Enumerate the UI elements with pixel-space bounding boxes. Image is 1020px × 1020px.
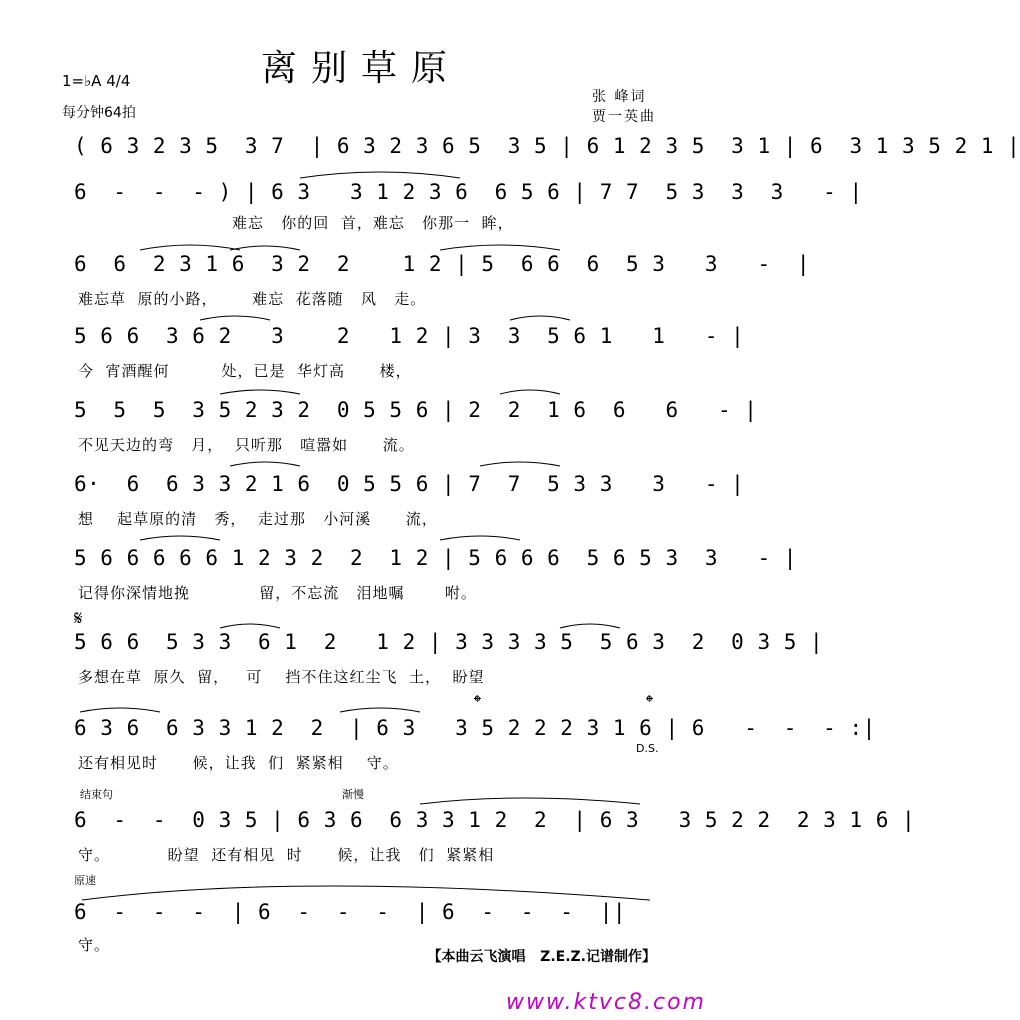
lyric-row-10: 守。 盼望 还有相见 时 候，让我 们 紧紧相: [78, 846, 495, 864]
lyric-row-9: 还有相见时 候，让我 们 紧紧相 守。: [78, 754, 399, 772]
lyric-row-4: 今 宵酒醒何 处，已是 华灯高 楼，: [78, 362, 412, 380]
tempo-marking: 每分钟64拍: [62, 105, 136, 121]
segno-sign: 𝄋: [74, 606, 83, 630]
ending-label: 结束句: [80, 788, 113, 801]
dal-segno-mark: D.S.: [636, 742, 659, 755]
lyric-row-11: 守。: [78, 936, 111, 954]
lyricist-credit: 张 峰词: [592, 89, 647, 105]
score-row-5: 5 5 5 3 5 2 3 2 0 5 5 6 | 2 2 1 6 6 6 - |: [74, 398, 758, 422]
key-signature: 1=♭A 4/4: [62, 72, 131, 90]
composer-credit: 贾一英曲: [592, 109, 656, 125]
coda-sign-2: 𝄌: [646, 690, 653, 714]
lyric-row-7: 记得你深情地挽 留，不忘流 泪地嘱 咐。: [78, 584, 477, 602]
score-row-10: 6 - - 0 3 5 | 6 3 6 6 3 3 1 2 2 | 6 3 3 5 2 2 2 3 1 6 |: [74, 808, 916, 832]
lyric-row-3: 难忘草 原的小路， 难忘 花落随 风 走。: [78, 290, 427, 308]
watermark: www.ktvc8.com: [505, 990, 706, 1015]
score-row-1: ( 6 3 2 3 5 3 7 | 6 3 2 3 6 5 3 5 | 6 1 2 3 5 3 1 | 6 3 1 3 5 2 1 |: [74, 134, 1020, 158]
lyric-row-2: 难忘 你的回 首，难忘 你那一 眸，: [232, 214, 514, 232]
score-row-3: 6 6 2 3 1 6 3 2 2 1 2 | 5 6 6 6 5 3 3 - |: [74, 252, 811, 276]
a-tempo-label: 原速: [74, 874, 96, 887]
song-title: 离别草原: [260, 48, 461, 89]
score-row-9: 6 3 6 6 3 3 1 2 2 | 6 3 3 5 2 2 2 3 1 6 | 6 - - - :|: [74, 716, 876, 740]
lyric-row-5: 不见天边的弯 月， 只听那 喧嚣如 流。: [78, 436, 415, 454]
score-row-8: 5 6 6 5 3 3 6 1 2 1 2 | 3 3 3 3 5 5 6 3 2 0 3 5 |: [74, 630, 824, 654]
lyric-row-8: 多想在草 原久 留， 可 挡不住这红尘飞 土， 盼望: [78, 668, 485, 686]
score-row-6: 6· 6 6 3 3 2 1 6 0 5 5 6 | 7 7 5 3 3 3 - |: [74, 472, 745, 496]
score-row-4: 5 6 6 3 6 2 3 2 1 2 | 3 3 5 6 1 1 - |: [74, 324, 745, 348]
lyric-row-6: 想 起草原的清 秀， 走过那 小河溪 流，: [78, 510, 438, 528]
score-row-7: 5 6 6 6 6 6 1 2 3 2 2 1 2 | 5 6 6 6 5 6 5 3 3 - |: [74, 546, 797, 570]
ritardando-label: 渐慢: [342, 788, 364, 801]
score-row-11: 6 - - - | 6 - - - | 6 - - - ||: [74, 900, 627, 924]
coda-sign-1: 𝄌: [474, 690, 481, 714]
footer-credit: 【本曲云飞演唱 Z.E.Z.记谱制作】: [427, 949, 656, 965]
score-row-2: 6 - - - ) | 6 3 3 1 2 3 6 6 5 6 | 7 7 5 3 3 3 - |: [74, 180, 863, 204]
